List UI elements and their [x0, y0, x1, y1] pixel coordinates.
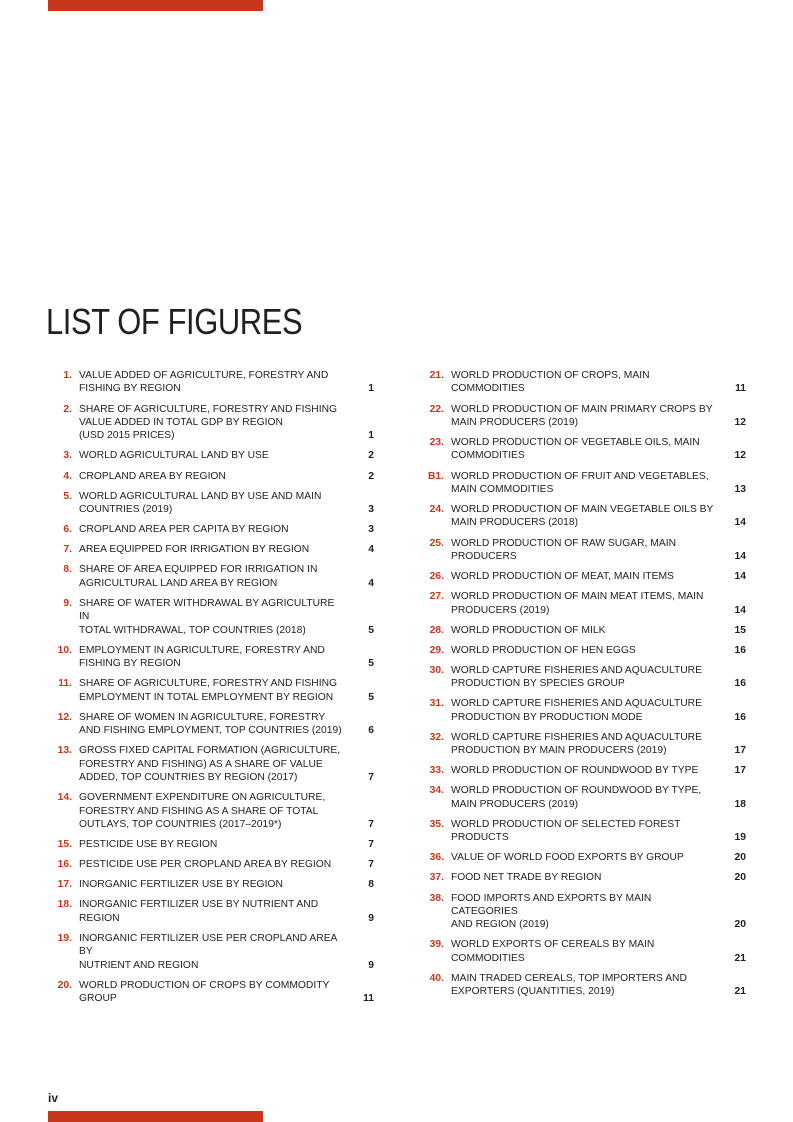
figure-list-item[interactable]: [420, 664, 748, 691]
figure-title: SHARE OF AREA EQUIPPED FOR IRRIGATION IN AGRICULTURAL LAND AREA BY REGION: [79, 564, 318, 589]
figure-number: 39.: [429, 939, 444, 951]
figure-list-item[interactable]: [420, 764, 748, 777]
figure-page-number: 3: [368, 504, 374, 515]
figure-number: B1.: [427, 470, 444, 482]
figure-title: WORLD CAPTURE FISHERIES AND AQUACULTURE PRODUCTION BY PRODUCTION MODE: [451, 698, 702, 723]
figure-list-item[interactable]: [48, 791, 376, 831]
figure-title: SHARE OF WATER WITHDRAWAL BY AGRICULTURE IN TOTAL WITHDRAWAL, TOP COUNTRIES (2018): [79, 597, 335, 636]
figure-page-number: 2: [368, 450, 374, 462]
figure-page-number: 4: [368, 577, 374, 589]
figure-page-number: 11: [363, 993, 374, 1005]
figure-list-item[interactable]: [420, 784, 748, 811]
figure-title: SHARE OF WOMEN IN AGRICULTURE, FORESTRY AND FISHING EMPLOYMENT, TOP COUNTRIES (2019): [79, 711, 342, 737]
figure-list-item[interactable]: [48, 979, 376, 1006]
figure-title: WORLD PRODUCTION OF MEAT, MAIN ITEMS: [451, 571, 674, 582]
figure-page-number: 9: [368, 912, 374, 924]
figure-number: 32.: [429, 731, 444, 743]
figure-number: 20.: [57, 979, 72, 991]
figure-page-number: 20: [734, 852, 746, 864]
figure-number: 16.: [57, 859, 72, 871]
figure-list-item[interactable]: [48, 898, 376, 925]
figure-title: CROPLAND AREA PER CAPITA BY REGION: [79, 524, 289, 536]
figure-number: 27.: [429, 591, 444, 603]
figure-page-number: 17: [734, 765, 746, 777]
figure-title: WORLD PRODUCTION OF FRUIT AND VEGETABLES, MAIN COMMODITIES: [451, 470, 709, 495]
figure-number: 30.: [429, 664, 444, 676]
figure-list-item[interactable]: [48, 449, 376, 462]
figures-list-right-column: [420, 369, 748, 1005]
figure-number: 33.: [429, 765, 444, 777]
figure-page-number: 14: [734, 604, 746, 616]
figure-title: PESTICIDE USE PER CROPLAND AREA BY REGION: [79, 859, 332, 871]
figure-page-number: 9: [368, 959, 374, 971]
figure-page-number: 14: [734, 571, 746, 582]
figure-title: SHARE OF AGRICULTURE, FORESTRY AND FISHING VALUE ADDED IN TOTAL GDP BY REGION (USD 2015 PRICES): [79, 403, 338, 442]
figure-title: INORGANIC FERTILIZER USE PER CROPLAND AREA BY NUTRIENT AND REGION: [79, 932, 337, 971]
figure-page-number: 7: [368, 839, 374, 850]
figure-page-number: 12: [734, 450, 746, 462]
figure-title: WORLD CAPTURE FISHERIES AND AQUACULTURE PRODUCTION BY SPECIES GROUP: [451, 664, 702, 690]
figure-title: AREA EQUIPPED FOR IRRIGATION BY REGION: [79, 544, 310, 556]
figure-list-item[interactable]: [48, 711, 376, 738]
figure-title: INORGANIC FERTILIZER USE BY REGION: [79, 879, 283, 891]
figure-title: WORLD EXPORTS OF CEREALS BY MAIN COMMODITIES: [451, 939, 655, 964]
figure-list-item[interactable]: [48, 523, 376, 536]
figure-number: 4.: [63, 470, 72, 482]
figure-title: WORLD PRODUCTION OF MAIN VEGETABLE OILS BY MAIN PRODUCERS (2018): [451, 504, 714, 529]
figure-page-number: 16: [734, 711, 746, 723]
figure-number: 5.: [63, 490, 72, 502]
figure-number: 38.: [429, 892, 444, 904]
figure-title: EMPLOYMENT IN AGRICULTURE, FORESTRY AND FISHING BY REGION: [79, 644, 325, 670]
figure-number: 35.: [429, 818, 444, 830]
figure-number: 1.: [63, 370, 72, 381]
figure-page-number: 1: [368, 383, 374, 395]
figure-page-number: 7: [368, 859, 374, 871]
figure-title: FOOD IMPORTS AND EXPORTS BY MAIN CATEGORIES AND REGION (2019): [451, 892, 652, 931]
figure-list-item[interactable]: [420, 731, 748, 758]
figure-list-item[interactable]: [48, 490, 376, 517]
figure-page-number: 4: [368, 544, 374, 556]
figure-page-number: 7: [368, 772, 374, 783]
figure-title: WORLD AGRICULTURAL LAND BY USE: [79, 450, 269, 462]
figure-list-item[interactable]: [420, 624, 748, 637]
figure-title: FOOD NET TRADE BY REGION: [451, 872, 602, 884]
figure-number: 28.: [429, 624, 444, 636]
figure-list-item[interactable]: [48, 403, 376, 443]
figure-number: 14.: [57, 792, 72, 804]
figure-number: 9.: [63, 597, 72, 609]
figure-page-number: 5: [368, 624, 374, 636]
figure-list-item[interactable]: [48, 838, 376, 851]
figure-title: WORLD PRODUCTION OF MAIN PRIMARY CROPS BY MAIN PRODUCERS (2019): [451, 403, 713, 428]
figure-page-number: 15: [734, 624, 746, 636]
figure-list-item[interactable]: [420, 818, 748, 845]
figure-title: WORLD PRODUCTION OF CROPS BY COMMODITY GROUP: [79, 979, 330, 1005]
figure-page-number: 5: [368, 658, 374, 670]
figure-page-number: 11: [735, 383, 746, 395]
page-number: iv: [48, 1091, 59, 1105]
figure-title: VALUE OF WORLD FOOD EXPORTS BY GROUP: [451, 852, 684, 864]
figure-page-number: 21: [734, 952, 746, 964]
figure-title: INORGANIC FERTILIZER USE BY NUTRIENT AND REGION: [79, 899, 319, 924]
figure-number: 22.: [429, 403, 444, 415]
figure-page-number: 12: [734, 416, 746, 428]
figure-list-item[interactable]: [48, 369, 376, 396]
figure-page-number: 16: [734, 644, 746, 656]
figure-page-number: 7: [368, 818, 374, 830]
figure-title: GOVERNMENT EXPENDITURE ON AGRICULTURE, FORESTRY AND FISHING AS A SHARE OF TOTAL OUTLAYS, TOP COUNTRIES (2017–2019*): [79, 792, 326, 830]
figure-number: 11.: [58, 678, 72, 690]
figure-title: SHARE OF AGRICULTURE, FORESTRY AND FISHING EMPLOYMENT IN TOTAL EMPLOYMENT BY REGION: [79, 678, 338, 703]
figure-number: 23.: [429, 437, 444, 448]
figure-title: WORLD PRODUCTION OF VEGETABLE OILS, MAIN COMMODITIES: [451, 437, 700, 462]
figure-title: WORLD CAPTURE FISHERIES AND AQUACULTURE PRODUCTION BY MAIN PRODUCERS (2019): [451, 731, 702, 757]
figure-number: 17.: [57, 879, 72, 891]
bottom-accent-bar: [48, 1111, 263, 1122]
figure-title: WORLD PRODUCTION OF MAIN MEAT ITEMS, MAIN PRODUCERS (2019): [451, 591, 704, 616]
figure-page-number: 16: [734, 678, 746, 690]
figure-page-number: 21: [734, 986, 746, 998]
figure-number: 3.: [63, 450, 72, 462]
figure-title: GROSS FIXED CAPITAL FORMATION (AGRICULTURE, FORESTRY AND FISHING) AS A SHARE OF VALUE ADDED, TOP COUNTRIES BY REGION (2017): [79, 745, 341, 783]
figure-list-item[interactable]: [48, 744, 376, 784]
figure-list-item[interactable]: [48, 858, 376, 871]
figure-page-number: 18: [734, 798, 746, 810]
figure-page-number: 17: [734, 745, 746, 757]
figure-list-item[interactable]: [420, 369, 748, 396]
figure-page-number: 14: [734, 517, 746, 529]
figure-page-number: 1: [368, 430, 374, 442]
figure-title: WORLD PRODUCTION OF ROUNDWOOD BY TYPE: [451, 765, 699, 777]
figure-list-item[interactable]: [420, 938, 748, 965]
figure-page-number: 2: [368, 470, 374, 482]
figure-title: WORLD PRODUCTION OF SELECTED FOREST PRODUCTS: [451, 818, 681, 844]
figure-title: CROPLAND AREA BY REGION: [79, 470, 226, 482]
figure-number: 13.: [57, 745, 72, 757]
figure-list-item[interactable]: [48, 543, 376, 556]
figure-page-number: 14: [734, 550, 746, 562]
figure-list-item[interactable]: [420, 697, 748, 724]
figure-number: 15.: [57, 839, 72, 850]
figure-list-item[interactable]: [420, 590, 748, 617]
figure-page-number: 3: [368, 524, 374, 536]
figures-list-left-column: [48, 369, 376, 1012]
figure-title: WORLD PRODUCTION OF MILK: [451, 624, 606, 636]
figure-number: 12.: [57, 711, 72, 723]
figure-list-item[interactable]: [420, 436, 748, 463]
figure-page-number: 20: [734, 919, 746, 931]
figure-page-number: 20: [734, 872, 746, 884]
figure-list-item[interactable]: [48, 644, 376, 671]
figure-number: 10.: [57, 644, 72, 656]
figure-list-item[interactable]: [420, 470, 748, 497]
figure-number: 34.: [429, 785, 444, 797]
figure-number: 7.: [63, 544, 72, 556]
figure-list-item[interactable]: [420, 503, 748, 530]
figure-number: 31.: [429, 698, 444, 710]
figure-page-number: 19: [734, 832, 746, 844]
figure-title: MAIN TRADED CEREALS, TOP IMPORTERS AND EXPORTERS (QUANTITIES, 2019): [451, 972, 687, 998]
figure-number: 18.: [57, 899, 72, 911]
figure-number: 40.: [429, 972, 444, 984]
figure-number: 36.: [429, 852, 444, 864]
figure-list-item[interactable]: [420, 851, 748, 864]
figure-page-number: 8: [368, 879, 374, 891]
figure-number: 21.: [429, 370, 444, 381]
figure-number: 6.: [63, 524, 72, 536]
figure-title: WORLD PRODUCTION OF CROPS, MAIN COMMODITIES: [451, 370, 650, 395]
figure-number: 25.: [429, 537, 444, 549]
figure-page-number: 5: [368, 691, 374, 703]
figure-number: 37.: [429, 872, 444, 884]
figure-list-item[interactable]: [48, 563, 376, 590]
figure-number: 24.: [429, 504, 444, 515]
figure-list-item[interactable]: [420, 871, 748, 884]
figure-page-number: 13: [734, 483, 746, 495]
figure-number: 29.: [429, 644, 444, 656]
figure-number: 19.: [57, 932, 72, 944]
figure-title: WORLD PRODUCTION OF RAW SUGAR, MAIN PRODUCERS: [451, 537, 677, 562]
top-accent-bar: [48, 0, 263, 11]
figure-list-item[interactable]: [420, 537, 748, 564]
figure-title: WORLD PRODUCTION OF ROUNDWOOD BY TYPE, MAIN PRODUCERS (2019): [451, 785, 702, 810]
figure-list-item[interactable]: [420, 972, 748, 999]
figure-title: VALUE ADDED OF AGRICULTURE, FORESTRY AND FISHING BY REGION: [79, 370, 329, 395]
figure-title: WORLD PRODUCTION OF HEN EGGS: [451, 644, 636, 656]
figure-number: 8.: [63, 564, 72, 576]
figure-title: PESTICIDE USE BY REGION: [79, 839, 218, 850]
figure-list-item[interactable]: [48, 677, 376, 704]
figure-list-item[interactable]: [48, 932, 376, 972]
figure-list-item[interactable]: [48, 597, 376, 637]
figure-number: 2.: [63, 403, 72, 415]
figure-list-item[interactable]: [420, 570, 748, 583]
figure-number: 26.: [429, 571, 444, 582]
figure-list-item[interactable]: [420, 892, 748, 932]
figure-list-item[interactable]: [48, 878, 376, 891]
figure-page-number: 6: [368, 725, 374, 737]
page-title: LIST OF FIGURES: [46, 301, 303, 342]
figure-list-item[interactable]: [48, 470, 376, 483]
figure-title: WORLD AGRICULTURAL LAND BY USE AND MAIN COUNTRIES (2019): [79, 490, 322, 515]
figure-list-item[interactable]: [420, 403, 748, 430]
figure-list-item[interactable]: [420, 644, 748, 657]
